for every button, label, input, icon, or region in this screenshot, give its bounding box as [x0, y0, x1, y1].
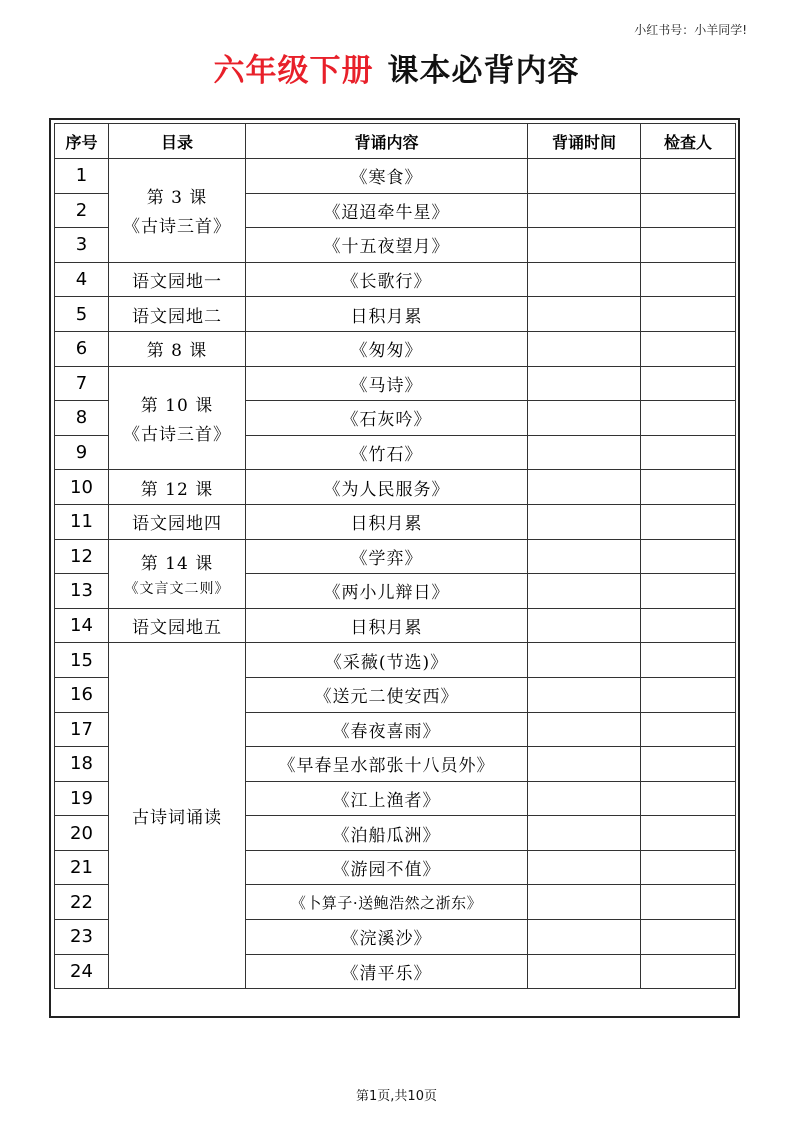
- table-row: [55, 539, 736, 574]
- row-index: 7: [55, 366, 109, 401]
- time-cell: [528, 262, 641, 297]
- time-cell: [528, 920, 641, 955]
- directory-cell: 第 8 课: [109, 331, 246, 366]
- checker-cell: [641, 262, 736, 297]
- page-title: [0, 50, 793, 92]
- row-index: 17: [55, 712, 109, 747]
- time-cell: [528, 331, 641, 366]
- table-row: [55, 159, 736, 194]
- checker-cell: [641, 781, 736, 816]
- directory-cell: [109, 539, 246, 608]
- directory-line1: 第 10 课: [140, 395, 214, 416]
- title-grade: 六年级下册: [213, 53, 374, 89]
- content-cell: 日积月累: [246, 608, 528, 643]
- content-cell: 《春夜喜雨》: [246, 712, 528, 747]
- content-cell: 《早春呈水部张十八员外》: [246, 747, 528, 782]
- checker-cell: [641, 435, 736, 470]
- content-cell: 日积月累: [246, 297, 528, 332]
- checker-cell: [641, 193, 736, 228]
- time-cell: [528, 574, 641, 609]
- checker-cell: [641, 747, 736, 782]
- content-cell: 《寒食》: [246, 159, 528, 194]
- checker-cell: [641, 297, 736, 332]
- content-cell: 《匆匆》: [246, 331, 528, 366]
- watermark-text: 小红书号：小羊同学!: [634, 23, 747, 37]
- content-cell: 《竹石》: [246, 435, 528, 470]
- row-index: 6: [55, 331, 109, 366]
- content-cell: 《清平乐》: [246, 954, 528, 989]
- table-row: [55, 608, 736, 643]
- content-cell: 《学弈》: [246, 539, 528, 574]
- row-index: 10: [55, 470, 109, 505]
- time-cell: [528, 401, 641, 436]
- table-row: [55, 643, 736, 678]
- table-row: [55, 366, 736, 401]
- content-cell: 《送元二使安西》: [246, 677, 528, 712]
- header-time: 背诵时间: [528, 124, 641, 159]
- time-cell: [528, 435, 641, 470]
- checker-cell: [641, 539, 736, 574]
- row-index: 14: [55, 608, 109, 643]
- content-cell: 日积月累: [246, 504, 528, 539]
- content-cell: 《泊船瓜洲》: [246, 816, 528, 851]
- row-index: 12: [55, 539, 109, 574]
- checker-cell: [641, 331, 736, 366]
- directory-cell: 语文园地四: [109, 504, 246, 539]
- directory-line2: 《文言文二则》: [124, 581, 230, 598]
- time-cell: [528, 608, 641, 643]
- directory-line2: 《古诗三首》: [123, 217, 231, 238]
- time-cell: [528, 297, 641, 332]
- directory-cell: [109, 366, 246, 470]
- time-cell: [528, 885, 641, 920]
- row-index: 5: [55, 297, 109, 332]
- row-index: 3: [55, 228, 109, 263]
- row-index: 15: [55, 643, 109, 678]
- time-cell: [528, 677, 641, 712]
- row-index: 23: [55, 920, 109, 955]
- time-cell: [528, 193, 641, 228]
- time-cell: [528, 816, 641, 851]
- content-cell: 《浣溪沙》: [246, 920, 528, 955]
- content-cell: 《卜算子·送鲍浩然之浙东》: [246, 885, 528, 920]
- header-directory: 目录: [109, 124, 246, 159]
- checker-cell: [641, 850, 736, 885]
- checker-cell: [641, 401, 736, 436]
- row-index: 2: [55, 193, 109, 228]
- header-checker: 检查人: [641, 124, 736, 159]
- checker-cell: [641, 470, 736, 505]
- table-row: [55, 504, 736, 539]
- row-index: 16: [55, 677, 109, 712]
- page-footer: 第1页,共10页: [356, 1089, 437, 1104]
- content-cell: 《迢迢牵牛星》: [246, 193, 528, 228]
- checker-cell: [641, 228, 736, 263]
- row-index: 11: [55, 504, 109, 539]
- table-row: [55, 331, 736, 366]
- time-cell: [528, 781, 641, 816]
- table-row: [55, 262, 736, 297]
- time-cell: [528, 643, 641, 678]
- content-cell: 《两小儿辩日》: [246, 574, 528, 609]
- content-cell: 《游园不值》: [246, 850, 528, 885]
- row-index: 22: [55, 885, 109, 920]
- checker-cell: [641, 885, 736, 920]
- directory-cell: [109, 159, 246, 263]
- table-frame: [49, 118, 740, 1018]
- directory-cell: 语文园地一: [109, 262, 246, 297]
- directory-cell: 语文园地五: [109, 608, 246, 643]
- directory-line1: 第 3 课: [146, 188, 208, 209]
- directory-line2: 《古诗三首》: [123, 424, 231, 445]
- time-cell: [528, 159, 641, 194]
- content-cell: 《江上渔者》: [246, 781, 528, 816]
- row-index: 19: [55, 781, 109, 816]
- row-index: 8: [55, 401, 109, 436]
- checker-cell: [641, 954, 736, 989]
- content-cell: 《马诗》: [246, 366, 528, 401]
- checker-cell: [641, 643, 736, 678]
- row-index: 21: [55, 850, 109, 885]
- time-cell: [528, 747, 641, 782]
- table-row: [55, 470, 736, 505]
- directory-cell: 古诗词诵读: [109, 643, 246, 989]
- time-cell: [528, 366, 641, 401]
- checker-cell: [641, 816, 736, 851]
- content-cell: 《采薇(节选)》: [246, 643, 528, 678]
- row-index: 1: [55, 159, 109, 194]
- checker-cell: [641, 366, 736, 401]
- header-index: 序号: [55, 124, 109, 159]
- header-content: 背诵内容: [246, 124, 528, 159]
- directory-line1: 第 14 课: [140, 554, 214, 575]
- table-header-row: [55, 124, 736, 159]
- row-index: 9: [55, 435, 109, 470]
- checker-cell: [641, 159, 736, 194]
- checker-cell: [641, 920, 736, 955]
- time-cell: [528, 504, 641, 539]
- table-row: [55, 297, 736, 332]
- time-cell: [528, 539, 641, 574]
- row-index: 13: [55, 574, 109, 609]
- time-cell: [528, 712, 641, 747]
- checker-cell: [641, 504, 736, 539]
- row-index: 20: [55, 816, 109, 851]
- directory-cell: 语文园地二: [109, 297, 246, 332]
- title-subject: 课本必背内容: [387, 53, 580, 89]
- row-index: 4: [55, 262, 109, 297]
- recitation-table: [54, 123, 736, 989]
- row-index: 18: [55, 747, 109, 782]
- directory-cell: 第 12 课: [109, 470, 246, 505]
- time-cell: [528, 228, 641, 263]
- content-cell: 《长歌行》: [246, 262, 528, 297]
- checker-cell: [641, 574, 736, 609]
- checker-cell: [641, 608, 736, 643]
- checker-cell: [641, 677, 736, 712]
- content-cell: 《为人民服务》: [246, 470, 528, 505]
- content-cell: 《十五夜望月》: [246, 228, 528, 263]
- time-cell: [528, 470, 641, 505]
- content-cell: 《石灰吟》: [246, 401, 528, 436]
- checker-cell: [641, 712, 736, 747]
- time-cell: [528, 954, 641, 989]
- row-index: 24: [55, 954, 109, 989]
- time-cell: [528, 850, 641, 885]
